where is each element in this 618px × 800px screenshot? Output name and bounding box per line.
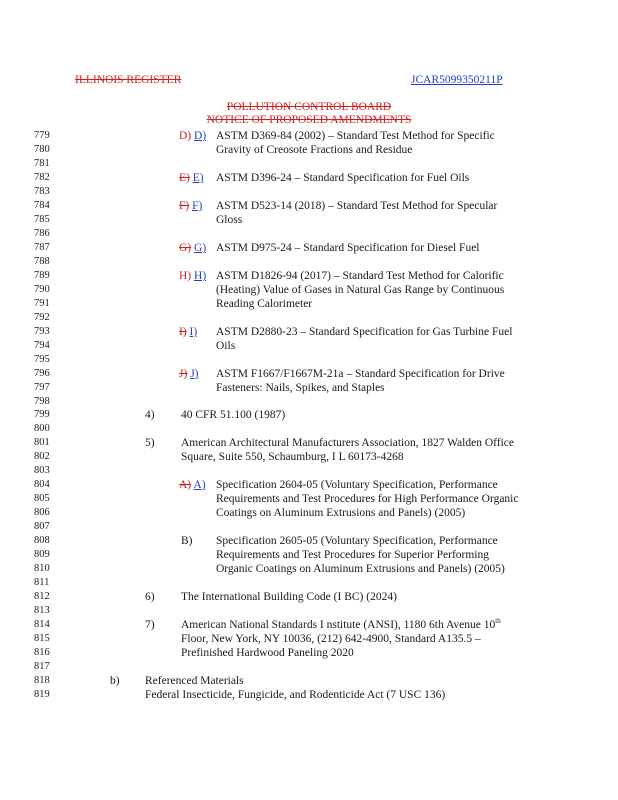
subitem-label: A) A) [179,479,206,491]
subitem-text: ASTM D1826-94 (2017) – Standard Test Method for Calorific [216,270,504,282]
subitem-text: Coatings on Aluminum Extrusions and Panels) (2005) [216,507,466,519]
line-number: 799 [34,409,50,420]
line-number: 779 [34,130,50,141]
item-text: American National Standards I nstitute (ANSI), 1180 6th Avenue 10th [181,617,501,631]
item-number: 7) [145,619,155,631]
line-number: 791 [34,298,50,309]
subitem-text: ASTM F1667/F1667M-21a – Standard Specification for Drive [216,368,505,380]
line-number: 813 [34,605,50,616]
line-number: 803 [34,465,50,476]
item-text: Square, Suite 550, Schaumburg, I L 60173-4268 [181,451,404,463]
line-number: 802 [34,451,50,462]
line-number: 817 [34,661,50,672]
subitem-label: I) I) [179,326,198,338]
subitem-text: ASTM D2880-23 – Standard Specification for Gas Turbine Fuel [216,326,513,338]
line-number: 781 [34,158,50,169]
board-title: POLLUTION CONTROL BOARD [226,101,392,113]
subitem-label: D) D) [179,130,207,142]
line-number: 787 [34,242,50,253]
subitem-label: H) H) [179,270,207,282]
line-number: 811 [34,577,50,588]
line-number: 818 [34,675,50,686]
item-text: Prefinished Hardwood Paneling 2020 [181,647,354,659]
line-number: 794 [34,340,50,351]
line-number: 782 [34,172,50,183]
line-number: 798 [34,396,50,407]
section-text: Federal Insecticide, Fungicide, and Rodenticide Act (7 USC 136) [145,689,446,701]
subitem-label: J) J) [179,368,199,380]
item-text: 40 CFR 51.100 (1987) [181,409,286,421]
line-number: 819 [34,689,50,700]
line-number: 786 [34,228,50,239]
subitem-text: Requirements and Test Procedures for Superior Performing [216,549,490,561]
notice-title: NOTICE OF PROPOSED AMENDMENTS [206,114,412,126]
line-number: 788 [34,256,50,267]
document-code: JCAR5099350211P [411,74,503,86]
subitem-text: Oils [216,340,236,352]
line-number: 815 [34,633,50,644]
section-title: Referenced Materials [145,675,244,687]
item-text: American Architectural Manufacturers Association, 1827 Walden Office [181,437,514,449]
register-title: ILLINOIS REGISTER [75,74,182,86]
subitem-text: Gravity of Creosote Fractions and Residue [216,144,413,156]
item-number: 6) [145,591,155,603]
line-number: 793 [34,326,50,337]
line-number: 785 [34,214,50,225]
subitem-text: Specification 2605-05 (Voluntary Specification, Performance [216,535,498,547]
section-label: b) [110,675,120,687]
subitem-text: (Heating) Value of Gases in Natural Gas Range by Continuous [216,284,505,296]
subitem-text: Gloss [216,214,243,226]
line-number: 810 [34,563,50,574]
subitem-text: ASTM D396-24 – Standard Specification for Fuel Oils [216,172,470,184]
line-number: 801 [34,437,50,448]
line-number: 795 [34,354,50,365]
line-number: 789 [34,270,50,281]
line-number: 784 [34,200,50,211]
subitem-text: ASTM D975-24 – Standard Specification for Diesel Fuel [216,242,480,254]
item-text: The International Building Code (I BC) (2024) [181,591,397,603]
item-text: Floor, New York, NY 10036, (212) 642-4900, Standard A135.5 – [181,633,481,645]
line-number: 816 [34,647,50,658]
line-number: 797 [34,382,50,393]
subitem-label: B) [181,535,193,547]
line-number: 804 [34,479,50,490]
subitem-text: ASTM D369-84 (2002) – Standard Test Method for Specific [216,130,495,142]
subitem-text: Organic Coatings on Aluminum Extrusions and Panels) (2005) [216,563,505,575]
line-number: 800 [34,423,50,434]
subitem-text: Fasteners: Nails, Spikes, and Staples [216,382,385,394]
line-number: 805 [34,493,50,504]
line-number: 807 [34,521,50,532]
subitem-text: Specification 2604-05 (Voluntary Specification, Performance [216,479,498,491]
subitem-text: ASTM D523-14 (2018) – Standard Test Method for Specular [216,200,498,212]
subitem-text: Requirements and Test Procedures for High Performance Organic [216,493,519,505]
line-number: 814 [34,619,50,630]
subitem-text: Reading Calorimeter [216,298,313,310]
line-number: 808 [34,535,50,546]
item-number: 4) [145,409,155,421]
subitem-label: E) E) [179,172,204,184]
subitem-label: G) G) [179,242,207,254]
line-number: 806 [34,507,50,518]
line-number: 790 [34,284,50,295]
line-number: 780 [34,144,50,155]
line-number: 796 [34,368,50,379]
line-number: 783 [34,186,50,197]
subitem-label: F) F) [179,200,203,212]
line-number: 809 [34,549,50,560]
line-number: 812 [34,591,50,602]
line-number: 792 [34,312,50,323]
item-number: 5) [145,437,155,449]
